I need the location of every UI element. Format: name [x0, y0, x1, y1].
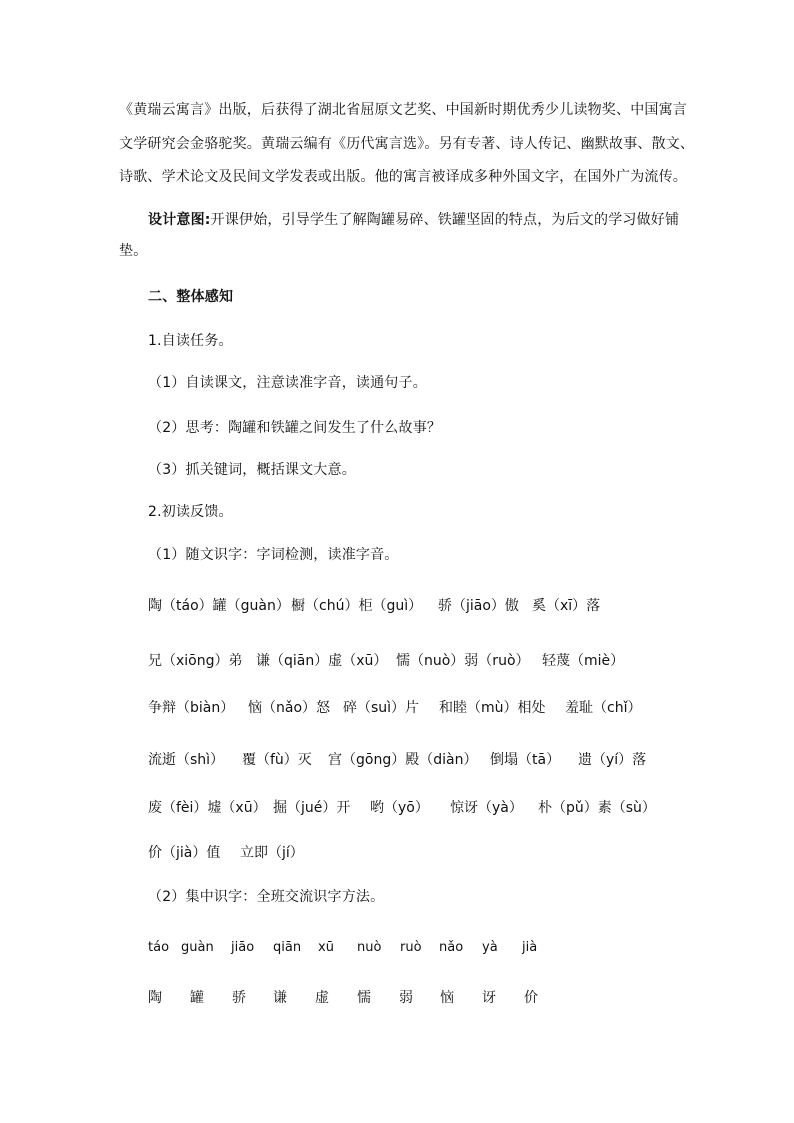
sub-task-2: （2）集中识字：全班交流识字方法。 — [148, 889, 385, 905]
word-item: 兄（xiōng）弟 — [148, 653, 243, 669]
pinyin-item: nuò — [357, 940, 382, 955]
task-title: 1.自读任务。 — [148, 333, 233, 349]
word-item: 哟（yō） — [370, 800, 429, 816]
hanzi-item: 虚 — [315, 990, 329, 1006]
word-item: 轻蔑（miè） — [542, 653, 625, 669]
hanzi-item: 谦 — [273, 990, 287, 1006]
pinyin-item: táo — [148, 940, 170, 955]
word-item: 羞耻（chǐ） — [565, 700, 642, 716]
word-item: 懦（nuò）弱（ruò） — [396, 653, 530, 669]
word-item: 和睦（mù）相处 — [439, 700, 546, 716]
word-item: 立即（jí） — [240, 845, 304, 861]
hanzi-item: 陶 — [148, 990, 162, 1006]
design-intent-label: 设计意图: — [148, 212, 211, 228]
hanzi-item: 讶 — [482, 990, 496, 1006]
task-item-1: （1）自读课文，注意读准字音，读通句子。 — [148, 375, 427, 391]
word-item: 争辩（biàn） — [148, 700, 235, 716]
intro-line-3: 诗歌、学术论文及民间文学发表或出版。他的寓言被译成多种外国文字，在国外广为流传。 — [119, 169, 687, 185]
sub-task-1: （1）随文识字：字词检测，读准字音。 — [148, 547, 399, 563]
word-item: 倒塌（tā） — [490, 752, 561, 768]
feedback-title: 2.初读反馈。 — [148, 504, 233, 520]
word-item: 流逝（shì） — [148, 752, 225, 768]
hanzi-item: 罐 — [190, 990, 204, 1006]
pinyin-item: yà — [482, 940, 498, 955]
task-item-2: （2）思考：陶罐和铁罐之间发生了什么故事？ — [148, 420, 442, 436]
word-item: 谦（qiān）虚（xū） — [256, 653, 388, 669]
word-item: 宫（gōng）殿（diàn） — [328, 752, 478, 768]
word-item: 骄（jiāo）傲 — [438, 598, 519, 614]
hanzi-item: 弱 — [399, 990, 413, 1006]
hanzi-item: 懦 — [357, 990, 371, 1006]
word-item: 橱（chú）柜（guì） — [291, 598, 423, 614]
word-item: 碎（suì）片 — [343, 700, 420, 716]
intro-line-1: 《黄瑞云寓言》出版，后获得了湖北省屈原文艺奖、中国新时期优秀少儿读物奖、中国寓言 — [119, 102, 687, 118]
word-item: 陶（táo）罐（guàn） — [148, 598, 290, 614]
word-item: 掘（jué）开 — [273, 800, 351, 816]
pinyin-item: jiāo — [231, 940, 255, 955]
word-item: 奚（xī）落 — [532, 598, 601, 614]
pinyin-item: xū — [318, 940, 334, 955]
hanzi-item: 价 — [524, 990, 538, 1006]
hanzi-item: 恼 — [440, 990, 454, 1006]
word-item: 价（jià）值 — [148, 845, 221, 861]
pinyin-item: ruò — [400, 940, 422, 955]
design-intent-text: 开课伊始，引导学生了解陶罐易碎、铁罐坚固的特点，为后文的学习做好铺 — [210, 212, 680, 228]
word-item: 遗（yí）落 — [578, 752, 647, 768]
pinyin-item: nǎo — [439, 940, 464, 955]
pinyin-item: guàn — [181, 940, 214, 955]
word-item: 恼（nǎo）怒 — [248, 700, 331, 716]
pinyin-item: jià — [522, 940, 538, 955]
word-item: 覆（fù）灭 — [242, 752, 312, 768]
word-item: 惊讶（yà） — [450, 800, 523, 816]
hanzi-item: 骄 — [232, 990, 246, 1006]
pinyin-item: qiān — [273, 940, 302, 955]
intro-line-2: 文学研究会金骆驼奖。黄瑞云编有《历代寓言选》。另有专著、诗人传记、幽默故事、散文、 — [119, 136, 695, 152]
task-item-3: （3）抓关键词，概括课文大意。 — [148, 462, 356, 478]
word-item: 朴（pǔ）素（sù） — [538, 800, 656, 816]
section-title: 二、整体感知 — [148, 289, 234, 305]
design-intent-line-2: 垫。 — [119, 243, 148, 259]
design-intent-line-1 — [148, 210, 679, 230]
word-item: 废（fèi）墟（xū） — [148, 800, 267, 816]
